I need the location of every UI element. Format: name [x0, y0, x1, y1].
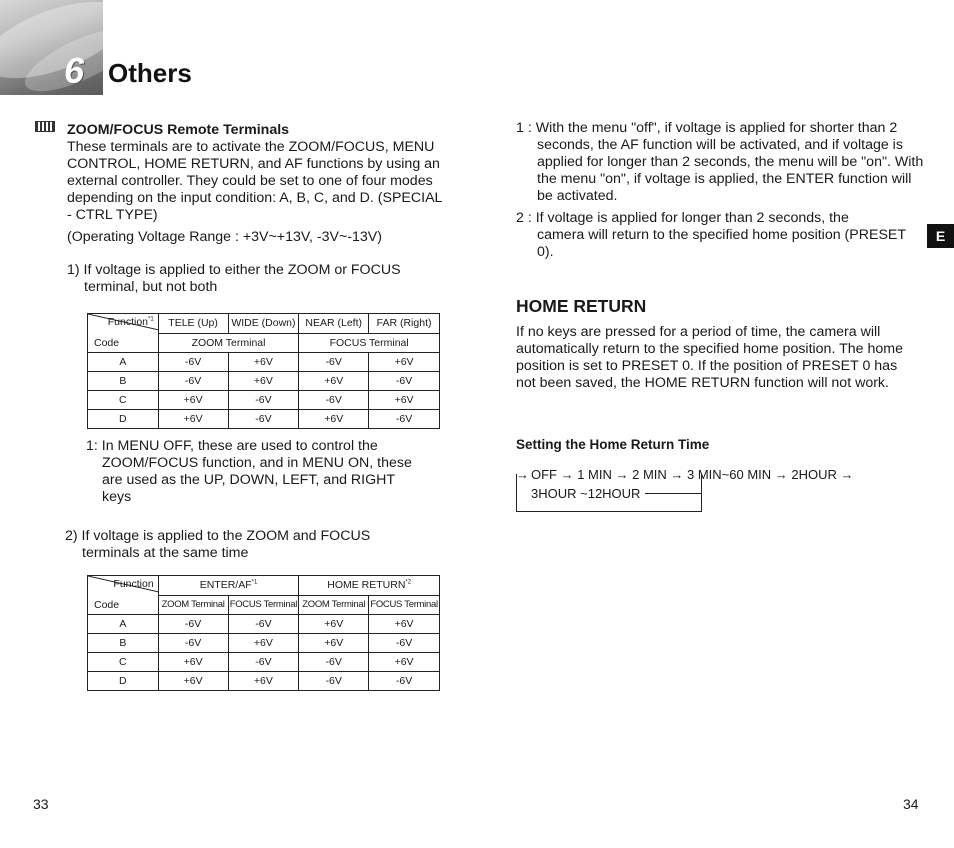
home-return-description: If no keys are pressed for a period of time, the camera will automatically return to the specified home position. The home position is set to PRESET 0. If the position of PRESET 0 has not been saved, the HOME RETURN function will not work. — [516, 324, 903, 391]
table-row — [88, 653, 440, 672]
row-code: C — [88, 653, 159, 672]
group-header: ENTER/AF — [199, 579, 252, 592]
table-cell: +6V — [369, 391, 440, 410]
table-cell: +6V — [158, 391, 228, 410]
sub-header: FOCUS Terminal — [228, 595, 299, 615]
table-row — [88, 391, 440, 410]
zoom-focus-table — [87, 313, 440, 429]
table-cell: -6V — [369, 672, 440, 691]
table-cell: +6V — [369, 615, 440, 634]
item-2-label: 2) If voltage is applied to the ZOOM and FOCUS — [65, 528, 371, 544]
section-title: ZOOM/FOCUS Remote Terminals — [67, 122, 290, 138]
table-corner-cell — [88, 576, 159, 615]
item-1 — [67, 262, 437, 296]
table-cell: +6V — [228, 353, 299, 372]
table-cell: +6V — [158, 672, 228, 691]
group-header: HOME RETURN — [327, 579, 406, 592]
column-header: WIDE (Down) — [228, 314, 299, 334]
table-row — [88, 672, 440, 691]
table-cell: -6V — [299, 391, 369, 410]
table-corner-cell — [88, 314, 159, 353]
row-code: D — [88, 672, 159, 691]
table-cell: -6V — [228, 410, 299, 429]
footnote-marker: *1 — [148, 316, 154, 323]
sub-header: FOCUS Terminal — [369, 595, 440, 615]
page-number-left: 33 — [33, 796, 49, 812]
table-cell: +6V — [369, 353, 440, 372]
table-cell: +6V — [299, 615, 369, 634]
table-row — [88, 410, 440, 429]
table-cell: -6V — [369, 634, 440, 653]
footnote-r1-label: 1 : With the menu "off", if voltage is applied for shorter than 2 — [516, 120, 898, 136]
table-cell: +6V — [299, 634, 369, 653]
footnote-r1-continuation: seconds, the AF function will be activated, and if voltage is applied for longer than 2 seconds, the menu will be "on". With the menu "on", if voltage is applied, the ENTER function will be activated. — [537, 137, 924, 204]
table-cell: -6V — [369, 410, 440, 429]
row-code: A — [88, 353, 159, 372]
table-cell: -6V — [228, 615, 299, 634]
row-code: D — [88, 410, 159, 429]
column-header: NEAR (Left) — [299, 314, 369, 334]
section-description: These terminals are to activate the ZOOM/FOCUS, MENU CONTROL, HOME RETURN, and AF functions by using an external controller. They could be set to one of four modes depending on the input condition: A, B, C, and D. (SPECIAL - CTRL TYPE) — [67, 139, 442, 223]
group-header: ZOOM Terminal — [158, 333, 299, 353]
chapter-title: Others — [108, 58, 192, 88]
row-code: C — [88, 391, 159, 410]
table-cell: -6V — [158, 615, 228, 634]
corner-code-label: Code — [94, 599, 120, 611]
table-cell: -6V — [158, 634, 228, 653]
table-row — [88, 372, 440, 391]
table-cell: +6V — [369, 653, 440, 672]
table-row — [88, 615, 440, 634]
sub-header: ZOOM Terminal — [299, 595, 369, 615]
footnote-1-line: ZOOM/FOCUS function, and in MENU ON, these — [102, 455, 412, 471]
setting-title: Setting the Home Return Time — [516, 437, 710, 452]
footnote-r2 — [516, 210, 926, 261]
footnote-1-line: are used as the UP, DOWN, LEFT, and RIGHT — [102, 472, 396, 488]
sub-header: ZOOM Terminal — [158, 595, 228, 615]
table-cell: +6V — [158, 653, 228, 672]
row-code: A — [88, 615, 159, 634]
footnote-1-line: keys — [102, 489, 132, 505]
corner-function-label: Function — [107, 316, 149, 328]
corner-code-label: Code — [94, 337, 120, 349]
arrow-right-icon: → — [516, 467, 529, 482]
page-number-right: 34 — [903, 796, 919, 812]
row-code: B — [88, 372, 159, 391]
footnote-r2-continuation: camera will return to the specified home position (PRESET 0). — [537, 227, 906, 260]
chapter-badge — [0, 0, 103, 95]
table-cell: +6V — [228, 634, 299, 653]
corner-function-label: Function — [113, 578, 154, 590]
footnote-1-label: 1: In MENU OFF, these are used to control the — [86, 438, 378, 454]
table-cell: +6V — [228, 672, 299, 691]
table-cell: -6V — [158, 372, 228, 391]
table-cell: -6V — [228, 653, 299, 672]
column-header: FAR (Right) — [369, 314, 440, 334]
terminal-connector-icon — [35, 121, 55, 132]
footnote-1 — [86, 438, 441, 506]
footnote-r2-label: 2 : If voltage is applied for longer than 2 seconds, the — [516, 210, 849, 226]
enter-home-table — [87, 575, 440, 691]
table-cell: +6V — [299, 372, 369, 391]
voltage-range: (Operating Voltage Range : +3V~+13V, -3V~-13V) — [67, 229, 382, 245]
cycle-sequence-row-2: 3HOUR ~12HOUR — [531, 486, 641, 501]
item-1-label: 1) If voltage is applied to either the ZOOM or FOCUS — [67, 262, 401, 278]
footnote-marker: *2 — [405, 579, 412, 586]
home-return-title: HOME RETURN — [516, 296, 647, 316]
table-cell: -6V — [158, 353, 228, 372]
cycle-return-line — [645, 493, 702, 494]
table-cell: +6V — [299, 410, 369, 429]
table-cell: +6V — [158, 410, 228, 429]
table-cell: +6V — [228, 372, 299, 391]
row-code: B — [88, 634, 159, 653]
group-header: FOCUS Terminal — [299, 333, 440, 353]
footnote-r1 — [516, 120, 926, 205]
item-2 — [65, 528, 425, 562]
table-cell: -6V — [299, 653, 369, 672]
table-cell: -6V — [299, 353, 369, 372]
column-header: TELE (Up) — [158, 314, 228, 334]
table-cell: -6V — [228, 391, 299, 410]
cycle-sequence-row-1 — [516, 467, 854, 482]
table-cell: -6V — [369, 372, 440, 391]
table-row — [88, 634, 440, 653]
table-cell: -6V — [299, 672, 369, 691]
table-row — [88, 353, 440, 372]
item-1-continuation: terminal, but not both — [84, 279, 218, 295]
cycle-sequence-text: OFF → 1 MIN → 2 MIN → 3 MIN~60 MIN → 2HOUR → — [531, 467, 854, 482]
item-2-continuation: terminals at the same time — [82, 545, 249, 561]
chapter-number: 6 — [64, 50, 85, 91]
footnote-marker: *1 — [251, 579, 258, 586]
language-tab: E — [927, 224, 954, 248]
